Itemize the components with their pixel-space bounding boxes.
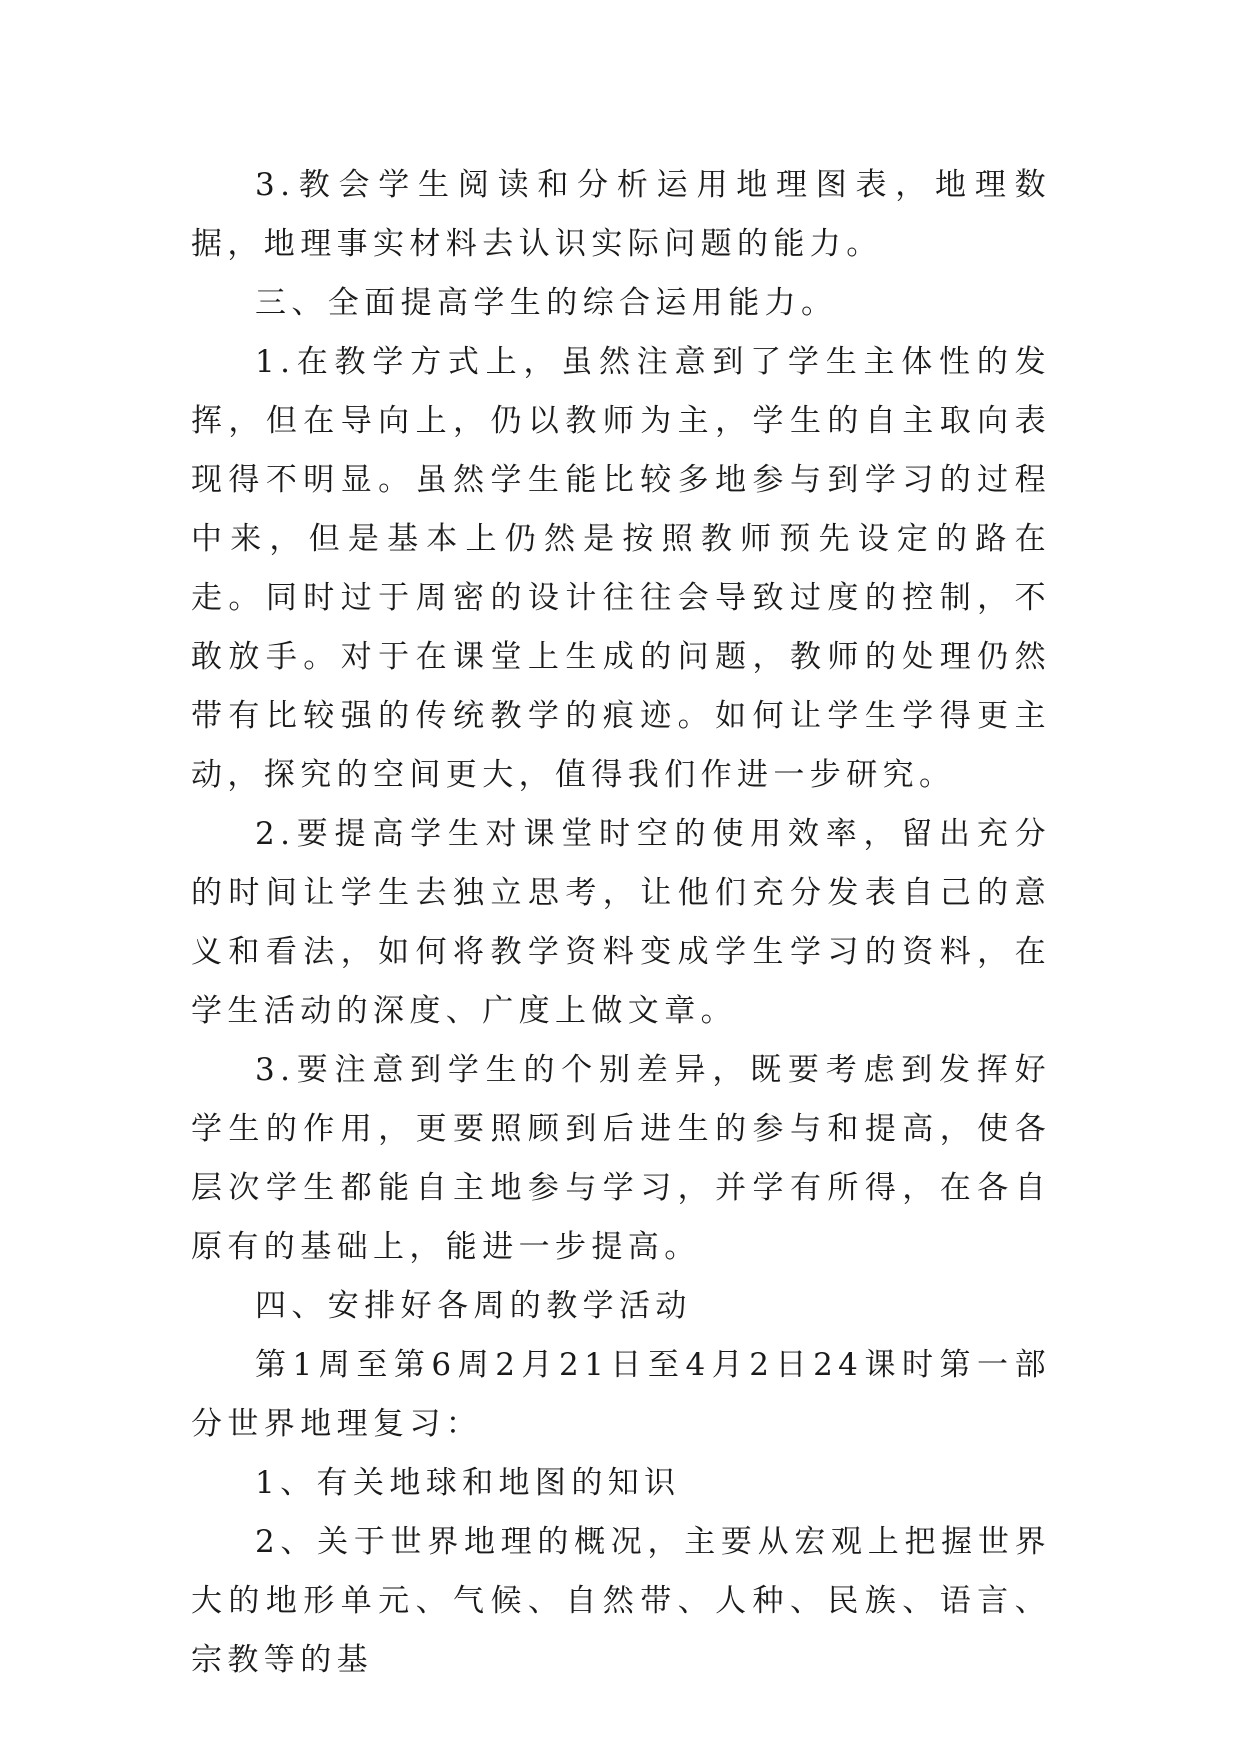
schedule-item-1: 1、有关地球和地图的知识 [255, 1465, 681, 1501]
section-heading-3: 三、全面提高学生的综合运用能力。 [255, 285, 838, 321]
schedule-paragraph: 第1周至第6周2月21日至4月2日24课时第一部分世界地理复习： [191, 1347, 1051, 1442]
paragraph-item-1: 1.在教学方式上，虽然注意到了学生主体性的发挥，但在导向上，仍以教师为主，学生的自主取向表现得不明显。虽然学生能比较多地参与到学习的过程中来，但是基本上仍然是按照教师预先设定的路在走。同时过于周密的设计往往会导致过度的控制，不敢放手。对于在课堂上生成的问题，教师的处理仍然带有比较强的传统教学的痕迹。如何让学生学得更主动，探究的空间更大，值得我们作进一步研究。 [191, 344, 1051, 793]
document-body [191, 156, 1051, 1690]
paragraph-item-3: 3.要注意到学生的个别差异，既要考虑到发挥好学生的作用，更要照顾到后进生的参与和提高，使各层次学生都能自主地参与学习，并学有所得，在各自原有的基础上，能进一步提高。 [191, 1052, 1051, 1265]
paragraph-item-2: 2.要提高学生对课堂时空的使用效率，留出充分的时间让学生去独立思考，让他们充分发表自己的意义和看法，如何将教学资料变成学生学习的资料，在学生活动的深度、广度上做文章。 [191, 816, 1051, 1029]
paragraph-objective-3: 3.教会学生阅读和分析运用地理图表，地理数据，地理事实材料去认识实际问题的能力。 [191, 167, 1051, 262]
section-heading-4: 四、安排好各周的教学活动 [255, 1288, 692, 1324]
schedule-item-2: 2、关于世界地理的概况，主要从宏观上把握世界大的地形单元、气候、自然带、人种、民族、语言、宗教等的基 [191, 1524, 1051, 1678]
